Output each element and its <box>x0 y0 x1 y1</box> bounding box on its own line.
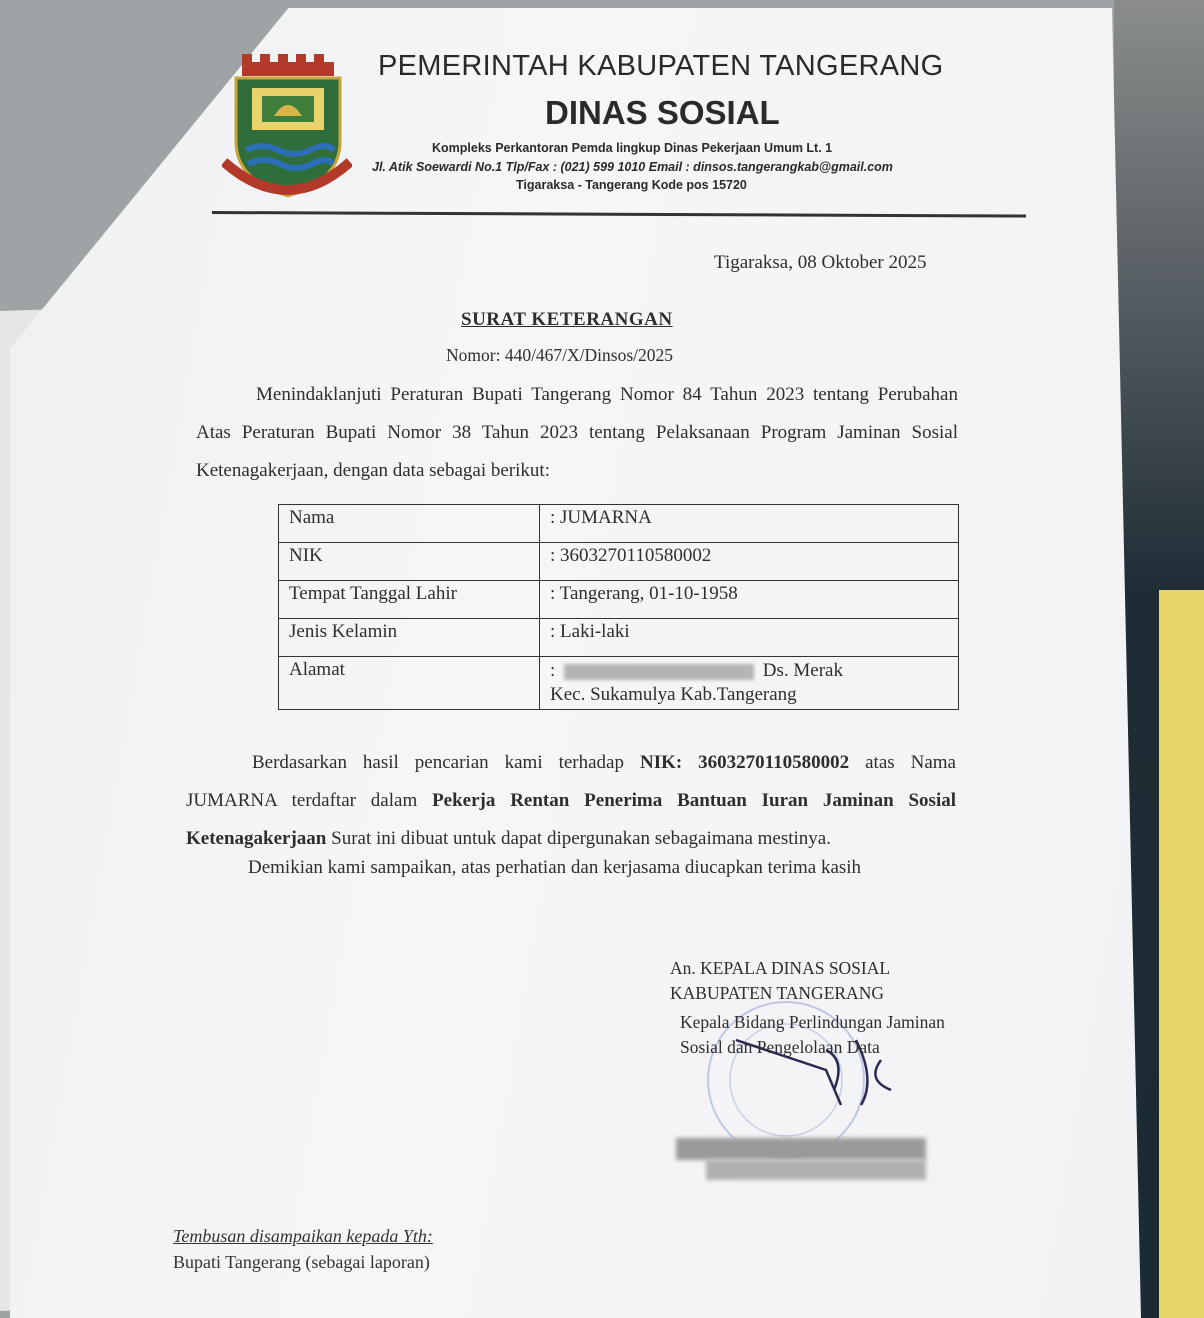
row-value-ttl: : Tangerang, 01-10-1958 <box>540 581 959 619</box>
signature-line-1: An. KEPALA DINAS SOSIAL <box>670 958 891 978</box>
row-value-nik: : 3603270110580002 <box>540 543 959 581</box>
row-label-alamat: Alamat <box>279 657 540 710</box>
signature-line-4: Sosial dan Pengelolaan Data <box>680 1037 880 1057</box>
result-paragraph: Berdasarkan hasil pencarian kami terhadap NIK: 3603270110580002 atas Nama JUMARNA terdaftar dalam Pekerja Rentan Penerima Bantuan Iuran Jaminan Sosial Ketenagakerjaan Surat ini dibuat untuk dapat dipergunakan sebagaimana mestinya. <box>186 752 957 849</box>
tembusan-item: Bupati Tangerang (sebagai laporan) <box>173 1252 430 1272</box>
nik-reference: NIK: 3603270110580002 <box>639 752 850 773</box>
letter-date: Tigaraksa, 08 Oktober 2025 <box>714 252 927 273</box>
letterhead-government: PEMERINTAH KABUPATEN TANGERANG <box>378 50 944 82</box>
redacted-official-nip <box>706 1160 926 1180</box>
letterhead-address: Jl. Atik Soewardi No.1 Tlp/Fax : (021) 599 1010 Email : dinsos.tangerangkab@gmail.com <box>372 160 893 174</box>
row-label-nama: Nama <box>279 505 540 543</box>
redacted-official-name <box>676 1138 926 1160</box>
background-yellow-folder <box>1159 590 1204 1318</box>
program-name: Pekerja Rentan Penerima Bantuan Iuran Jaminan Sosial Ketenagakerjaan <box>186 790 957 849</box>
person-data-table <box>278 504 959 710</box>
table-row <box>279 581 959 619</box>
row-value-gender: : Laki-laki <box>540 619 959 657</box>
alamat-village: Ds. Merak <box>762 660 843 681</box>
row-value-nama: : JUMARNA <box>540 505 959 543</box>
signature-line-3: Kepala Bidang Perlindungan Jaminan <box>680 1012 945 1032</box>
row-label-gender: Jenis Kelamin <box>279 619 540 657</box>
closing-paragraph: Demikian kami sampaikan, atas perhatian dan kerjasama diucapkan terima kasih <box>248 857 862 878</box>
kabupaten-tangerang-emblem <box>222 50 352 200</box>
table-row <box>279 657 959 710</box>
alamat-colon: : <box>550 660 556 681</box>
redacted-address <box>564 664 754 680</box>
letter-number: Nomor: 440/467/X/Dinsos/2025 <box>446 345 674 365</box>
table-row <box>279 543 959 581</box>
letter-title: SURAT KETERANGAN <box>461 309 673 330</box>
table-row <box>279 619 959 657</box>
intro-paragraph: Menindaklanjuti Peraturan Bupati Tangerang Nomor 84 Tahun 2023 tentang Perubahan Atas Peraturan Bupati Nomor 38 Tahun 2023 tentang Pelaksanaan Program Jaminan Sosial Ketenagakerjaan, dengan data sebagai berikut: <box>196 384 958 481</box>
letterhead-agency: DINAS SOSIAL <box>545 94 780 131</box>
alamat-district: Kec. Sukamulya Kab.Tangerang <box>550 684 797 705</box>
letterhead-complex: Kompleks Perkantoran Pemda lingkup Dinas Pekerjaan Umum Lt. 1 <box>432 141 833 155</box>
table-row <box>279 505 959 543</box>
row-value-alamat <box>540 657 959 710</box>
tembusan-heading: Tembusan disampaikan kepada Yth: <box>173 1226 433 1246</box>
row-label-nik: NIK <box>279 543 540 581</box>
letterhead-postal: Tigaraksa - Tangerang Kode pos 15720 <box>516 178 747 192</box>
signature-line-2: KABUPATEN TANGERANG <box>670 983 884 1003</box>
row-label-ttl: Tempat Tanggal Lahir <box>279 581 540 619</box>
